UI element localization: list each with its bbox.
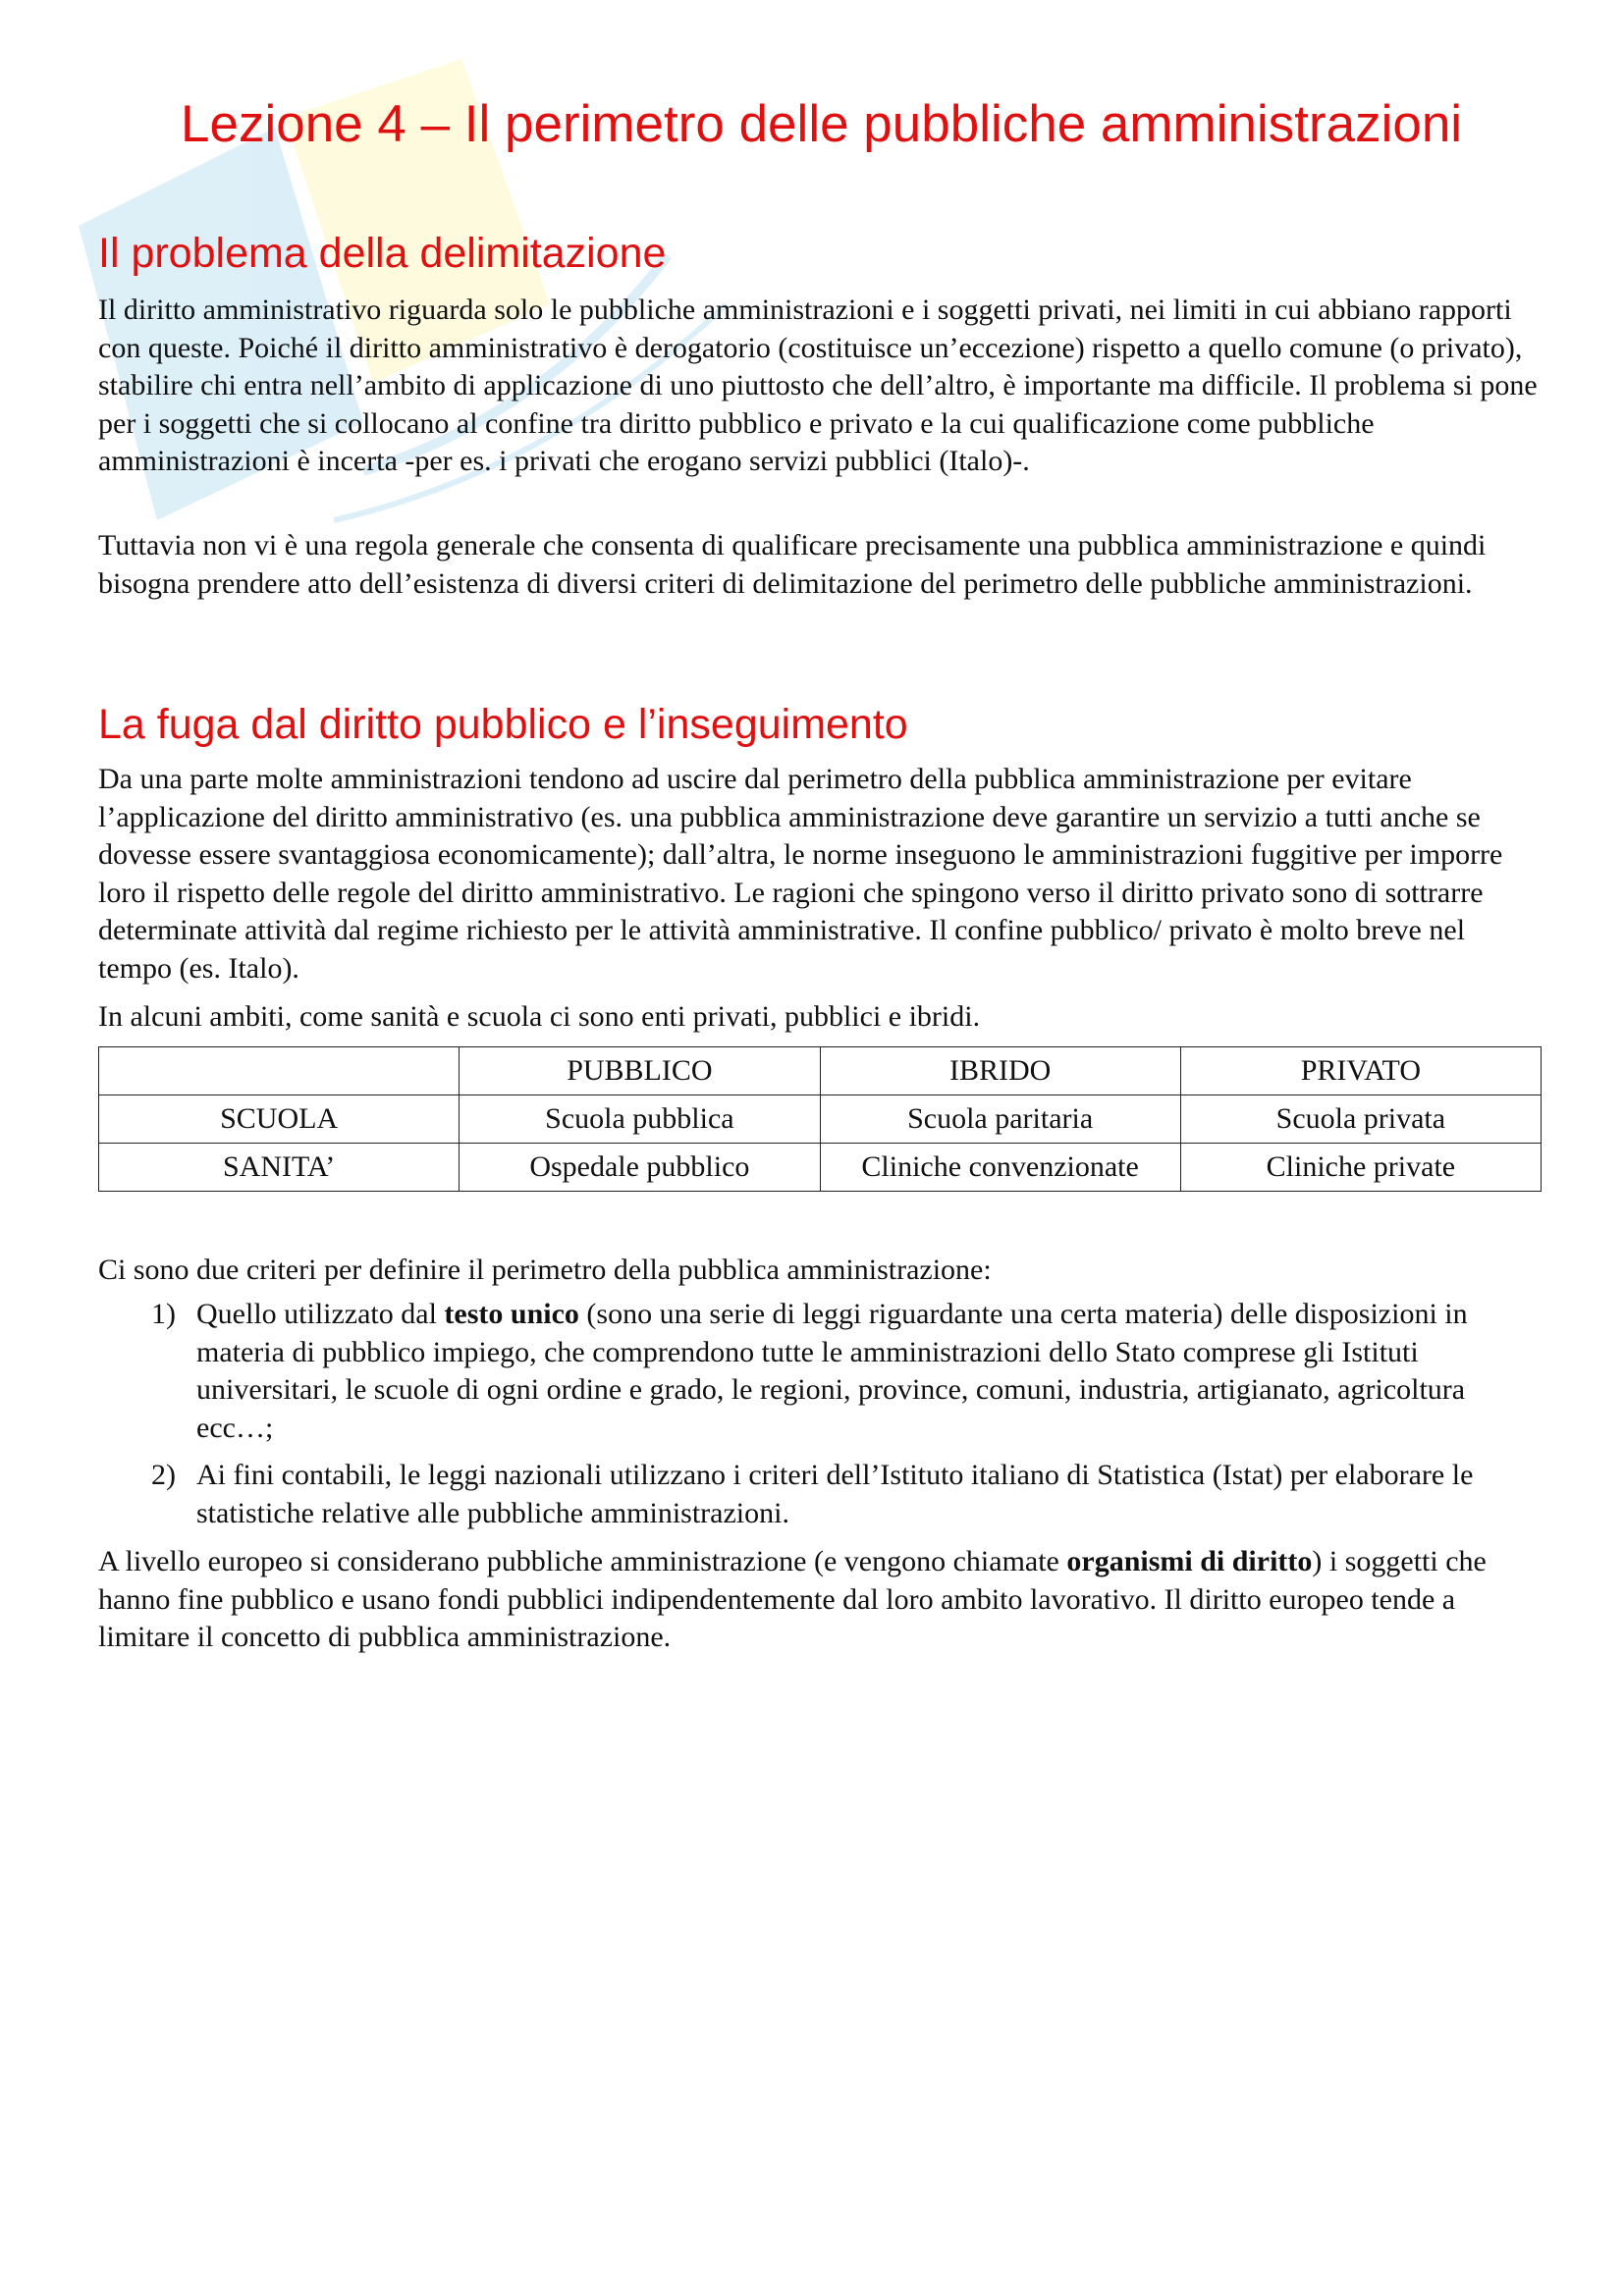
document-title: Lezione 4 – Il perimetro delle pubbliche amministrazioni — [181, 95, 1463, 153]
table-header-row — [99, 1047, 1542, 1095]
section-heading-delimitazione: Il problema della delimitazione — [98, 230, 667, 277]
table-cell: Cliniche convenzionate — [820, 1144, 1180, 1192]
paragraph — [98, 1543, 1542, 1657]
list-text-bold: testo unico — [444, 1298, 579, 1330]
table-header-cell: PUBBLICO — [460, 1047, 820, 1095]
table-row — [99, 1144, 1542, 1192]
list-number: 2) — [151, 1459, 176, 1491]
table-cell: Scuola pubblica — [460, 1095, 820, 1144]
table-cell: Ospedale pubblico — [460, 1144, 820, 1192]
section-heading-fuga: La fuga dal diritto pubblico e l’inseguimento — [98, 701, 908, 748]
paragraph-text: ) i soggetti che hanno fine pubblico e usano fondi pubblici indipendentemente dal loro ambito lavorativo. Il diritto europeo tende a limitare il concetto di pubblica amministrazione. — [98, 1545, 1487, 1653]
paragraph: Da una parte molte amministrazioni tendono ad uscire dal perimetro della pubblica amministrazione per evitare l’applicazione del diritto amministrativo (es. una pubblica amministrazione deve garantire un servizio a tutti anche se dovesse essere svantaggiosa economicamente); dall’altra, le norme inseguono le amministrazioni fuggitive per imporre loro il rispetto delle regole del diritto amministrativo. Le ragioni che spingono verso il diritto privato sono di sottrarre determinate attività dal regime richiesto per le attività amministrative. Il confine pubblico/ privato è molto breve nel tempo (es. Italo). — [98, 763, 1503, 985]
paragraph-text-bold: organismi di diritto — [1066, 1545, 1313, 1577]
paragraph: Ci sono due criteri per definire il perimetro della pubblica amministrazione: — [98, 1254, 992, 1286]
table-cell — [99, 1047, 460, 1095]
list-text: Ai fini contabili, le leggi nazionali utilizzano i criteri dell’Istituto italiano di Statistica (Istat) per elaborare le statistiche relative alle pubbliche amministrazioni. — [196, 1459, 1474, 1529]
paragraph: In alcuni ambiti, come sanità e scuola ci sono enti privati, pubblici e ibridi. — [98, 1000, 981, 1033]
list-text: (sono una serie di leggi riguardante una certa materia) delle disposizioni in materia di pubblico impiego, che comprendono tutte le amministrazioni dello Stato comprese gli Istituti universitari, le scuole di ogni ordine e grado, le regioni, province, comuni, industria, artigianato, agricoltura ecc…; — [196, 1298, 1468, 1444]
list-text: Quello utilizzato dal — [196, 1298, 445, 1330]
table-row — [99, 1095, 1542, 1144]
paragraph: Il diritto amministrativo riguarda solo le pubbliche amministrazioni e i soggetti privati, nei limiti in cui abbiano rapporti con queste. Poiché il diritto amministrativo è derogatorio (costituisce un’eccezione) rispetto a quello comune (o privato), stabilire chi entra nell’ambito di applicazione di uno piuttosto che dell’altro, è importante ma difficile. Il problema si pone per i soggetti che si collocano al confine tra diritto pubblico e privato e la cui qualificazione come pubbliche amministrazioni è incerta -per es. i privati che erogano servizi pubblici (Italo)-. — [98, 294, 1538, 477]
table-cell: SANITA’ — [99, 1144, 460, 1192]
paragraph-text: A livello europeo si considerano pubbliche amministrazione (e vengono chiamate — [98, 1545, 1067, 1577]
table-cell: Scuola privata — [1180, 1095, 1541, 1144]
table-cell: Scuola paritaria — [820, 1095, 1180, 1144]
table-header-cell: IBRIDO — [820, 1047, 1180, 1095]
list-number: 1) — [151, 1298, 176, 1330]
comparison-table — [98, 1046, 1542, 1192]
table-header-cell: PRIVATO — [1180, 1047, 1541, 1095]
table-cell: SCUOLA — [99, 1095, 460, 1144]
list-item — [98, 1457, 1542, 1532]
table-cell: Cliniche private — [1180, 1144, 1541, 1192]
paragraph: Tuttavia non vi è una regola generale che consenta di qualificare precisamente una pubblica amministrazione e quindi bisogna prendere atto dell’esistenza di diversi criteri di delimitazione del perimetro delle pubbliche amministrazioni. — [98, 529, 1487, 600]
criteria-list — [98, 1296, 1542, 1532]
list-item — [98, 1296, 1542, 1447]
